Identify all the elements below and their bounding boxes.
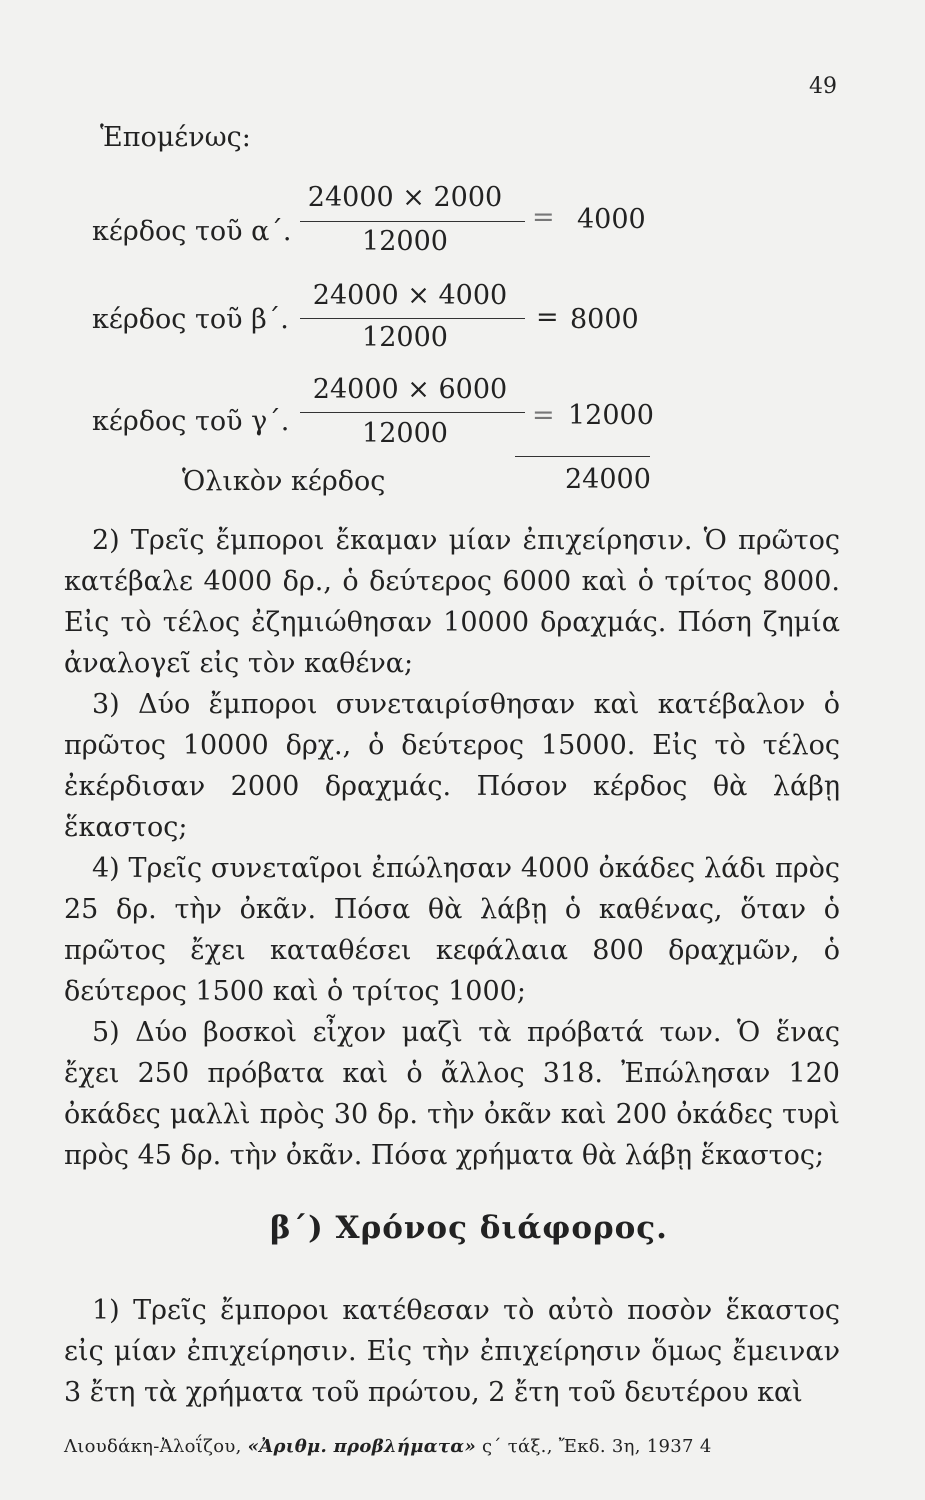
problem-text: 2) Τρεῖς ἔμποροι ἔκαμαν μίαν ἐπιχείρησιν. Ὁ πρῶτος κατέβαλε 4000 δρ., ὁ δεύτερος 6000 καὶ ὁ τρίτος 8000. Εἰς τὸ τέλος ἐζημιώθησαν 10000 δραχμάς. Πόση ζημία ἀναλογεῖ εἰς τὸν καθένα; bbox=[64, 525, 840, 679]
footer-title: «Ἀριθμ. προβλήματα» bbox=[247, 1436, 477, 1457]
problem-text: 1) Τρεῖς ἔμποροι κατέθεσαν τὸ αὐτὸ ποσὸν ἕκαστος εἰς μίαν ἐπιχείρησιν. Εἰς τὴν ἐπιχείρησιν ὅμως ἔμειναν 3 ἔτη τὰ χρήματα τοῦ πρώτου, 2 ἔτη τοῦ δευτέρου καὶ bbox=[64, 1295, 840, 1408]
footer-authors: Λιουδάκη-Ἀλοΐζου, bbox=[64, 1436, 242, 1457]
section-problem-1 bbox=[64, 1290, 840, 1413]
fraction-bar bbox=[300, 318, 525, 319]
intro-word: Ἑπομένως: bbox=[100, 122, 251, 153]
problem-4 bbox=[64, 848, 840, 1012]
computation-numerator: 24000 × 4000 bbox=[312, 280, 508, 311]
problem-3 bbox=[64, 684, 840, 848]
computation-label: κέρδος τοῦ β΄. bbox=[92, 304, 289, 335]
computation-result: 8000 bbox=[570, 304, 639, 335]
problem-text: 3) Δύο ἔμποροι συνεταιρίσθησαν καὶ κατέβαλον ὁ πρῶτος 10000 δρχ., ὁ δεύτερος 15000. Εἰς τὸ τέλος ἐκέρδισαν 2000 δραχμάς. Πόσον κέρδος θὰ λάβῃ ἕκαστος; bbox=[64, 689, 840, 843]
total-label: Ὁλικὸν κέρδος bbox=[182, 466, 386, 497]
footer-edition: ς΄ τάξ., Ἔκδ. 3η, 1937 4 bbox=[482, 1436, 712, 1457]
fraction-bar bbox=[300, 412, 525, 413]
page-number: 49 bbox=[809, 74, 837, 99]
problem-text: 5) Δύο βοσκοὶ εἶχον μαζὶ τὰ πρόβατά των. Ὁ ἕνας ἔχει 250 πρόβατα καὶ ὁ ἄλλος 318. Ἐπώλησαν 120 ὀκάδες μαλλὶ πρὸς 30 δρ. τὴν ὀκᾶν καὶ 200 ὀκάδες τυρὶ πρὸς 45 δρ. τὴν ὀκᾶν. Πόσα χρήματα θὰ λάβῃ ἕκαστος; bbox=[64, 1017, 840, 1171]
problem-text: 4) Τρεῖς συνεταῖροι ἐπώλησαν 4000 ὀκάδες λάδι πρὸς 25 δρ. τὴν ὀκᾶν. Πόσα θὰ λάβῃ ὁ καθένας, ὅταν ὁ πρῶτος ἔχει καταθέσει κεφάλαια 800 δραχμῶν, ὁ δεύτερος 1500 καὶ ὁ τρίτος 1000; bbox=[64, 853, 840, 1007]
computation-denominator: 12000 bbox=[362, 418, 448, 449]
section-heading: β΄) Χρόνος διάφορος. bbox=[270, 1210, 668, 1246]
computation-label: κέρδος τοῦ γ΄. bbox=[92, 406, 290, 437]
fraction-bar bbox=[300, 221, 525, 222]
equals-sign: = bbox=[532, 400, 555, 431]
problem-2 bbox=[64, 520, 840, 684]
computation-numerator: 24000 × 2000 bbox=[307, 182, 503, 213]
computation-denominator: 12000 bbox=[362, 322, 448, 353]
footer-signature bbox=[64, 1436, 840, 1457]
computation-label: κέρδος τοῦ α΄. bbox=[92, 216, 292, 247]
equals-sign: = bbox=[532, 202, 555, 233]
problem-5 bbox=[64, 1012, 840, 1176]
computation-numerator: 24000 × 6000 bbox=[312, 374, 508, 405]
equals-sign: = bbox=[536, 302, 559, 333]
computation-denominator: 12000 bbox=[362, 226, 448, 257]
computation-result: 4000 bbox=[577, 204, 646, 235]
sum-rule bbox=[515, 456, 650, 457]
computation-result: 12000 bbox=[568, 400, 654, 431]
total-value: 24000 bbox=[565, 464, 651, 495]
